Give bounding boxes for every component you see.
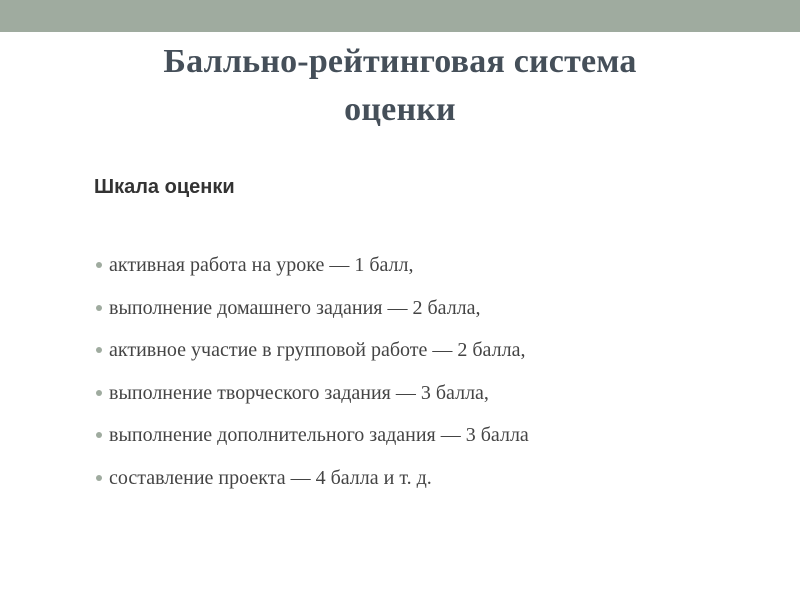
- bullet-dot-icon: [96, 475, 102, 481]
- bullet-item: [85, 246, 529, 289]
- bullet-text: выполнение дополнительного задания — 3 балла: [109, 424, 529, 446]
- bullet-dot-icon: [96, 347, 102, 353]
- slide-title-line-1: Балльно-рейтинговая система: [163, 43, 637, 80]
- bullet-item: [85, 289, 529, 332]
- bullet-item: [85, 459, 529, 502]
- bullet-item: [85, 331, 529, 374]
- bullet-text: активное участие в групповой работе — 2 балла,: [109, 339, 526, 361]
- bullet-text: составление проекта — 4 балла и т. д.: [109, 466, 432, 489]
- bullet-item: [85, 416, 529, 459]
- slide-title: [0, 38, 800, 134]
- bullet-text: выполнение домашнего задания — 2 балла,: [109, 296, 481, 319]
- bullet-text: выполнение творческого задания — 3 балла,: [109, 381, 489, 404]
- bullet-text: активная работа на уроке — 1 балл,: [109, 254, 414, 276]
- slide-title-line-2: оценки: [344, 91, 456, 128]
- top-accent-bar: [0, 0, 800, 32]
- bullet-item: [85, 374, 529, 417]
- bullet-dot-icon: [96, 305, 102, 311]
- bullet-dot-icon: [96, 390, 102, 396]
- slide-subtitle: Шкала оценки: [94, 176, 235, 198]
- bullet-dot-icon: [96, 432, 102, 438]
- bullet-dot-icon: [96, 262, 102, 268]
- bullet-list: [85, 246, 529, 501]
